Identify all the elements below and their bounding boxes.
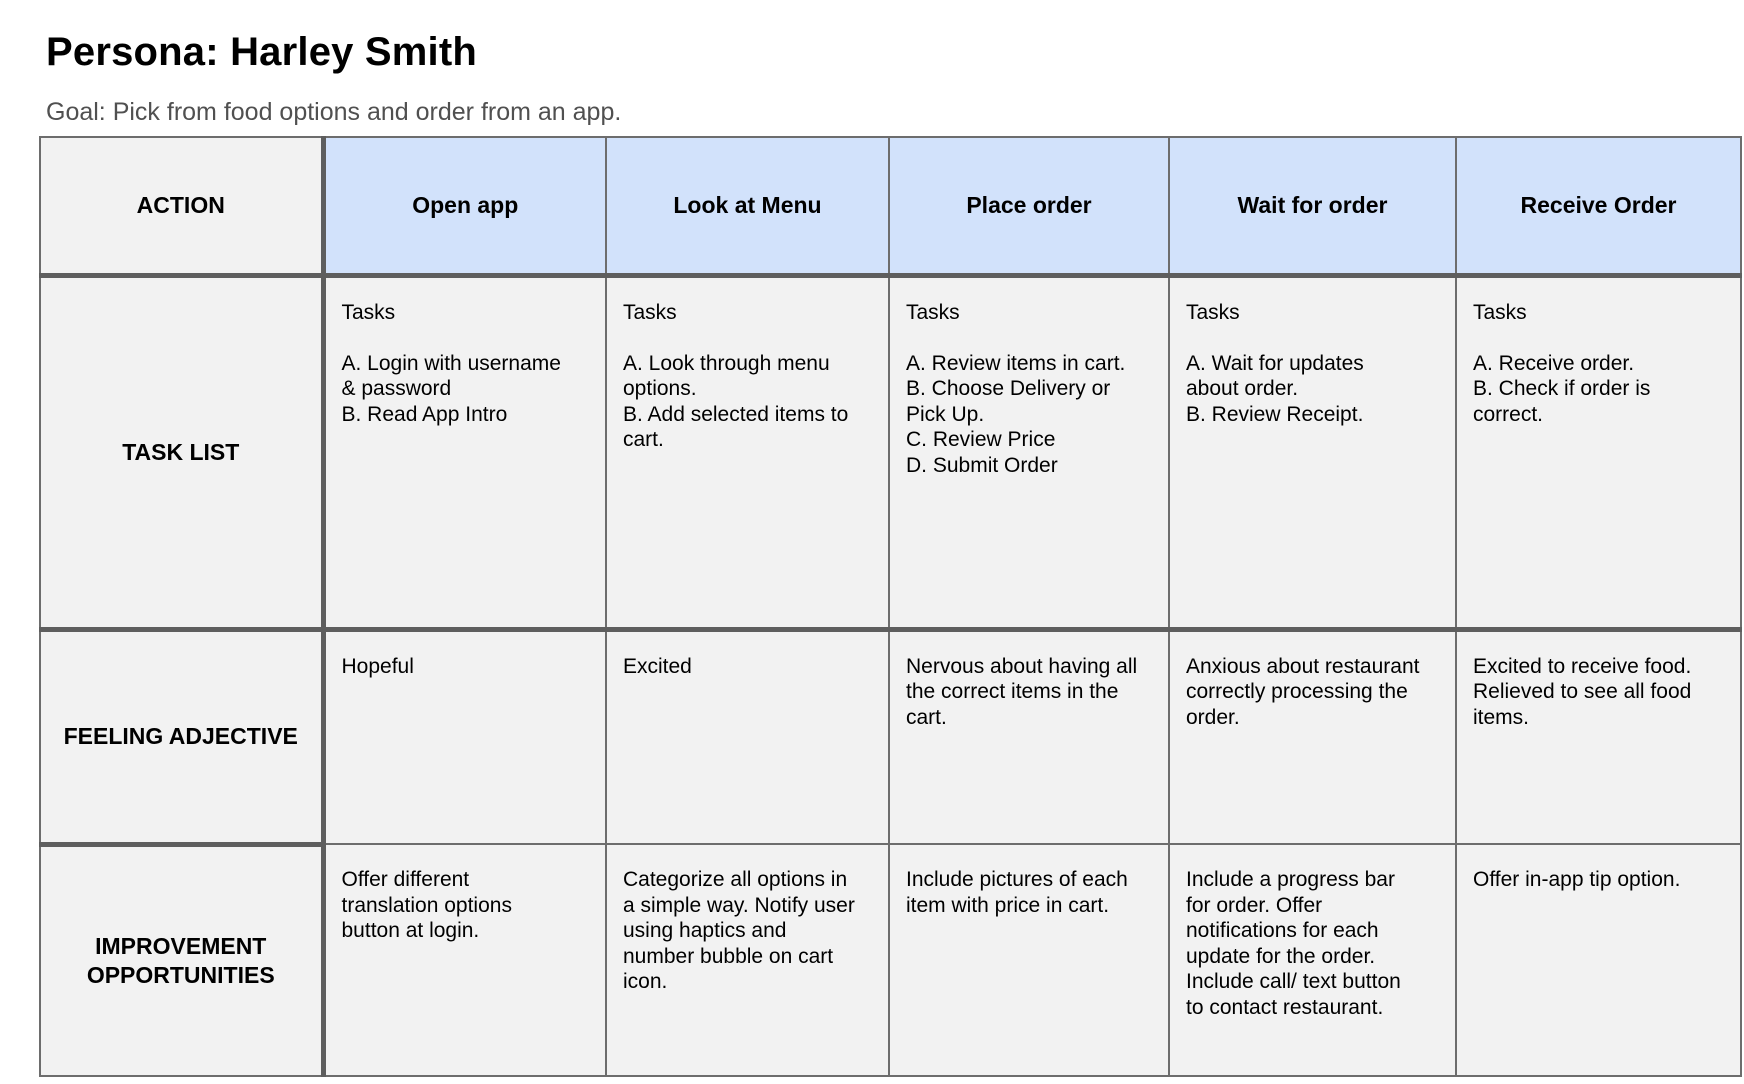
task-cell xyxy=(606,275,889,629)
stage-header: Look at Menu xyxy=(606,137,889,275)
feeling-cell: Anxious about restaurant correctly processing the order. xyxy=(1169,629,1456,844)
page-title: Persona: Harley Smith xyxy=(46,30,478,74)
improvement-label-line1: IMPROVEMENT xyxy=(95,932,267,959)
task-items: A. Wait for updates about order. B. Review Receipt. xyxy=(1186,351,1364,426)
feeling-cell: Excited to receive food. Relieved to see all food items. xyxy=(1456,629,1741,844)
task-cell xyxy=(323,275,606,629)
stage-header: Receive Order xyxy=(1456,137,1741,275)
task-cell xyxy=(1456,275,1741,629)
improvement-cell: Offer different translation options button at login. xyxy=(323,844,606,1076)
goal-subtitle: Goal: Pick from food options and order from an app. xyxy=(46,98,622,126)
feeling-row-header: FEELING ADJECTIVE xyxy=(40,629,323,844)
tasks-label: Tasks xyxy=(1473,300,1527,324)
stage-header: Open app xyxy=(323,137,606,275)
task-items: A. Receive order. B. Check if order is correct. xyxy=(1473,351,1651,426)
task-list-row xyxy=(40,275,1741,629)
improvement-cell: Include a progress bar for order. Offer notifications for each update for the order. Include call/ text button to contact restaurant. xyxy=(1169,844,1456,1076)
task-items: A. Review items in cart. B. Choose Delivery or Pick Up. C. Review Price D. Submit Order xyxy=(906,351,1126,477)
improvement-row xyxy=(40,844,1741,1076)
improvement-cell: Categorize all options in a simple way. Notify user using haptics and number bubble on cart icon. xyxy=(606,844,889,1076)
journey-map-table xyxy=(39,136,1742,1077)
tasks-label: Tasks xyxy=(341,300,396,324)
improvement-cell: Offer in-app tip option. xyxy=(1456,844,1741,1076)
stage-header-row xyxy=(40,137,1741,275)
feeling-cell: Excited xyxy=(606,629,889,844)
tasks-label: Tasks xyxy=(1186,300,1240,324)
stage-header: Place order xyxy=(889,137,1169,275)
stage-header: Wait for order xyxy=(1169,137,1456,275)
task-items: A. Login with username & password B. Read App Intro xyxy=(341,351,561,426)
tasks-label: Tasks xyxy=(906,300,960,324)
feeling-row xyxy=(40,629,1741,844)
task-items: A. Look through menu options. B. Add selected items to cart. xyxy=(623,351,849,451)
improvement-label-line2: OPPORTUNITIES xyxy=(86,961,275,988)
improvement-cell: Include pictures of each item with price in cart. xyxy=(889,844,1169,1076)
task-cell xyxy=(889,275,1169,629)
task-cell xyxy=(1169,275,1456,629)
feeling-cell: Nervous about having all the correct items in the cart. xyxy=(889,629,1169,844)
tasks-label: Tasks xyxy=(623,300,677,324)
action-row-header: ACTION xyxy=(40,137,323,275)
task-list-row-header: TASK LIST xyxy=(40,275,323,629)
improvement-row-header xyxy=(40,844,323,1076)
feeling-cell: Hopeful xyxy=(323,629,606,844)
